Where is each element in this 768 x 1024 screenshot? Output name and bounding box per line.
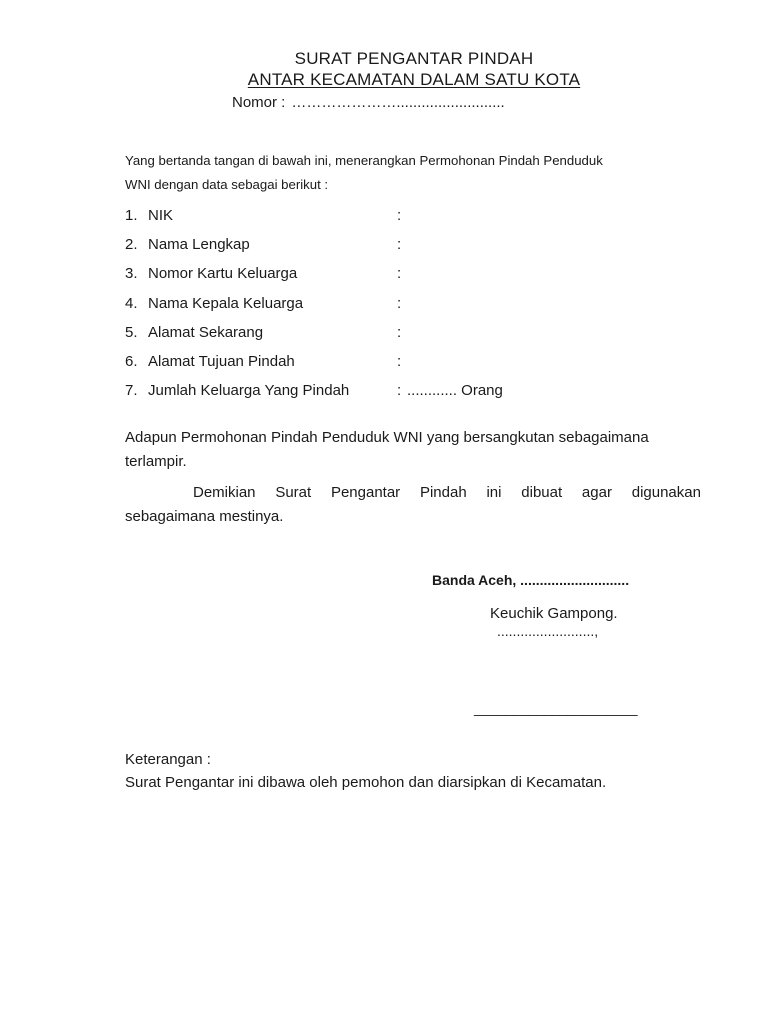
attachment-paragraph [125, 426, 701, 474]
field-colon: : [397, 207, 402, 224]
field-row-nama-lengkap [125, 234, 685, 263]
field-label: NIK [148, 207, 174, 224]
field-colon: : [397, 323, 402, 341]
para1-line-2: terlampir. [125, 453, 187, 470]
field-number: 3. [125, 265, 138, 283]
field-row-alamat-sekarang [125, 322, 685, 351]
field-label: Nama Kepala Keluarga [148, 294, 304, 312]
keterangan-text: Surat Pengantar ini dibawa oleh pemohon dan diarsipkan di Kecamatan. [125, 774, 607, 791]
gampong-name-dots: ........................., [497, 623, 599, 639]
field-colon: : [397, 265, 402, 283]
document-number [232, 94, 505, 111]
intro-line-1: Yang bertanda tangan di bawah ini, menerangkan Permohonan Pindah Penduduk [125, 153, 603, 168]
closing-word: Pengantar [330, 484, 401, 501]
field-colon: : [397, 382, 402, 400]
data-field-list [125, 205, 685, 409]
field-label: Nomor Kartu Keluarga [148, 265, 298, 283]
field-colon: : [397, 352, 402, 370]
closing-word: ini [486, 484, 502, 501]
field-row-jumlah-keluarga [125, 380, 685, 409]
field-number: 6. [125, 352, 138, 370]
field-number: 2. [125, 236, 138, 254]
field-value: ............ Orang [407, 382, 503, 400]
closing-word: digunakan [631, 484, 701, 501]
closing-word: dibuat [521, 484, 563, 501]
nomor-label: Nomor : [232, 94, 286, 111]
intro-paragraph [125, 149, 705, 197]
intro-line-2: WNI dengan data sebagai berikut : [125, 177, 329, 192]
keterangan-label: Keterangan : [125, 751, 211, 768]
signer-role: Keuchik Gampong. [490, 605, 618, 622]
closing-word: Pindah [419, 484, 467, 501]
closing-line-1 [125, 481, 701, 505]
document-title: SURAT PENGANTAR PINDAH [294, 49, 534, 68]
field-row-nik [125, 205, 685, 234]
field-row-kepala-keluarga [125, 293, 685, 322]
field-label: Alamat Tujuan Pindah [148, 352, 295, 370]
field-colon: : [397, 294, 402, 312]
closing-line-2: sebagaimana mestinya. [125, 508, 284, 525]
field-row-alamat-tujuan [125, 351, 685, 380]
field-number: 7. [125, 382, 138, 400]
field-label: Nama Lengkap [148, 236, 250, 254]
field-colon: : [397, 236, 402, 254]
closing-word: Surat [275, 484, 312, 501]
document-subtitle: ANTAR KECAMATAN DALAM SATU KOTA [247, 70, 581, 89]
field-number: 4. [125, 294, 138, 312]
field-number: 1. [125, 207, 138, 224]
field-label: Jumlah Keluarga Yang Pindah [148, 382, 350, 400]
nomor-dots: ………………….......................... [291, 94, 505, 111]
closing-word: agar [581, 484, 612, 501]
place-date: Banda Aceh, ............................ [432, 572, 630, 588]
signature-line: _____________________ [474, 700, 638, 716]
para1-line-1: Adapun Permohonan Pindah Penduduk WNI yang bersangkutan sebagaimana [125, 429, 649, 446]
field-row-nomor-kk [125, 263, 685, 292]
closing-paragraph [125, 481, 701, 529]
field-number: 5. [125, 323, 138, 341]
closing-word: Demikian [193, 484, 256, 501]
field-label: Alamat Sekarang [148, 323, 264, 341]
